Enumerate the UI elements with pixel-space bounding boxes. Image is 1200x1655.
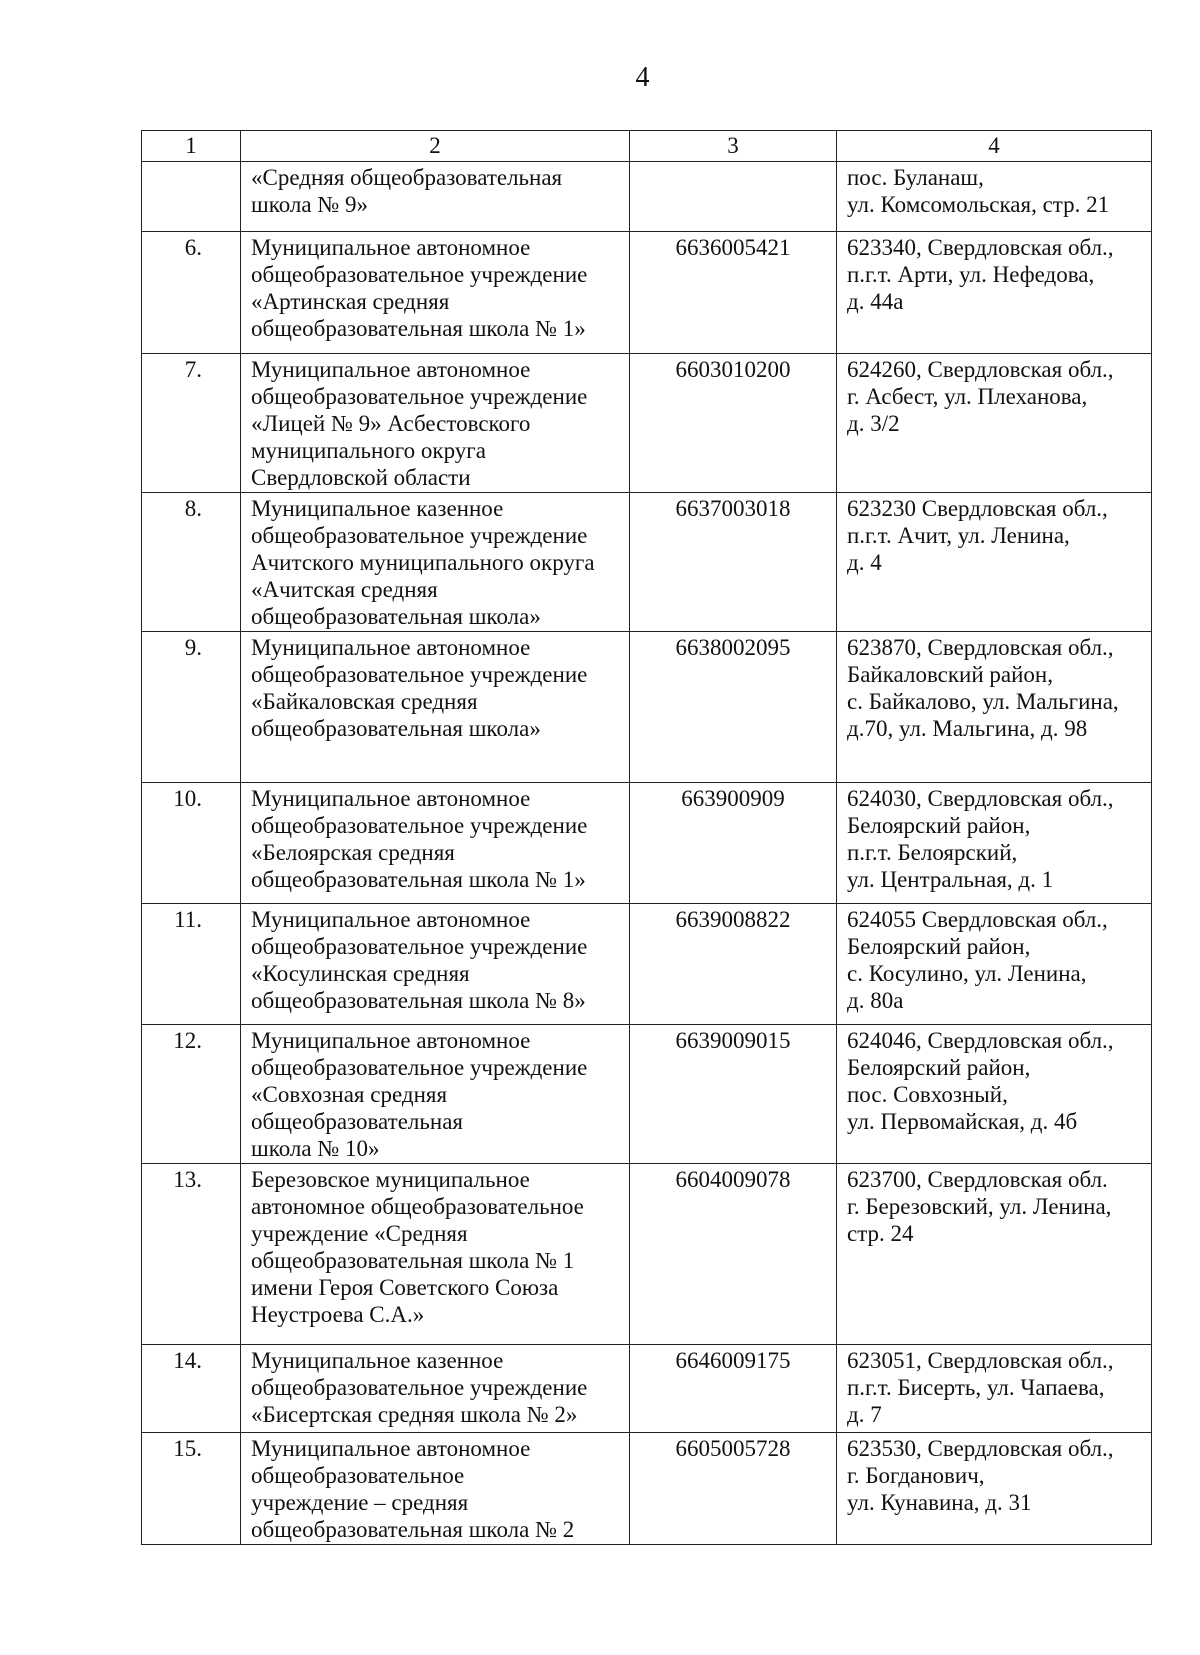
table-row bbox=[142, 1025, 1152, 1164]
address-cell: 624260, Свердловская обл., г. Асбест, ул. Плеханова, д. 3/2 bbox=[837, 354, 1152, 493]
address-cell: 623230 Свердловская обл., п.г.т. Ачит, ул. Ленина, д. 4 bbox=[837, 493, 1152, 632]
row-number: 11. bbox=[142, 904, 241, 1025]
institution-name: Муниципальное казенное общеобразовательное учреждение Ачитского муниципального округа «Ачитская средняя общеобразовательная школа» bbox=[241, 493, 630, 632]
table-row bbox=[142, 904, 1152, 1025]
column-header-3: 3 bbox=[630, 131, 837, 162]
inn-cell: 6604009078 bbox=[630, 1164, 837, 1345]
table-row bbox=[142, 1433, 1152, 1545]
row-number: 13. bbox=[142, 1164, 241, 1345]
inn-cell: 6603010200 bbox=[630, 354, 837, 493]
address-cell: 624046, Свердловская обл., Белоярский район, пос. Совхозный, ул. Первомайская, д. 4б bbox=[837, 1025, 1152, 1164]
column-header-1: 1 bbox=[142, 131, 241, 162]
inn-cell: 663900909 bbox=[630, 783, 837, 904]
address-cell: 623870, Свердловская обл., Байкаловский район, с. Байкалово, ул. Мальгина, д.70, ул. Мальгина, д. 98 bbox=[837, 632, 1152, 783]
institution-name: Муниципальное автономное общеобразовательное учреждение «Совхозная средняя общеобразовательная школа № 10» bbox=[241, 1025, 630, 1164]
address-cell: 623530, Свердловская обл., г. Богданович, ул. Кунавина, д. 31 bbox=[837, 1433, 1152, 1545]
institution-name: Муниципальное автономное общеобразовательное учреждение «Белоярская средняя общеобразовательная школа № 1» bbox=[241, 783, 630, 904]
table-row bbox=[142, 162, 1152, 232]
institution-name: Муниципальное казенное общеобразовательное учреждение «Бисертская средняя школа № 2» bbox=[241, 1345, 630, 1433]
column-header-2: 2 bbox=[241, 131, 630, 162]
row-number: 10. bbox=[142, 783, 241, 904]
page-number: 4 bbox=[635, 62, 650, 93]
inn-cell: 6637003018 bbox=[630, 493, 837, 632]
address-cell: 623051, Свердловская обл., п.г.т. Бисерть, ул. Чапаева, д. 7 bbox=[837, 1345, 1152, 1433]
table-row bbox=[142, 1164, 1152, 1345]
table-header-row bbox=[142, 131, 1152, 162]
table-row bbox=[142, 493, 1152, 632]
institution-name: Муниципальное автономное общеобразовательное учреждение «Байкаловская средняя общеобразовательная школа» bbox=[241, 632, 630, 783]
address-cell: 623340, Свердловская обл., п.г.т. Арти, ул. Нефедова, д. 44а bbox=[837, 232, 1152, 354]
table-row bbox=[142, 632, 1152, 783]
row-number: 8. bbox=[142, 493, 241, 632]
row-number: 9. bbox=[142, 632, 241, 783]
row-number: 6. bbox=[142, 232, 241, 354]
inn-cell: 6605005728 bbox=[630, 1433, 837, 1545]
row-number: 14. bbox=[142, 1345, 241, 1433]
address-cell: 624030, Свердловская обл., Белоярский район, п.г.т. Белоярский, ул. Центральная, д. 1 bbox=[837, 783, 1152, 904]
institution-name: Муниципальное автономное общеобразовательное учреждение – средняя общеобразовательная школа № 2 bbox=[241, 1433, 630, 1545]
table-row bbox=[142, 354, 1152, 493]
table-row bbox=[142, 232, 1152, 354]
inn-cell: 6639009015 bbox=[630, 1025, 837, 1164]
address-cell: 623700, Свердловская обл. г. Березовский, ул. Ленина, стр. 24 bbox=[837, 1164, 1152, 1345]
institution-name: Муниципальное автономное общеобразовательное учреждение «Артинская средняя общеобразовательная школа № 1» bbox=[241, 232, 630, 354]
institution-name: Муниципальное автономное общеобразовательное учреждение «Косулинская средняя общеобразовательная школа № 8» bbox=[241, 904, 630, 1025]
row-number: 7. bbox=[142, 354, 241, 493]
institution-name: «Средняя общеобразовательная школа № 9» bbox=[241, 162, 630, 232]
row-number bbox=[142, 162, 241, 232]
institution-name: Муниципальное автономное общеобразовательное учреждение «Лицей № 9» Асбестовского муниципального округа Свердловской области bbox=[241, 354, 630, 493]
table-row bbox=[142, 783, 1152, 904]
inn-cell: 6646009175 bbox=[630, 1345, 837, 1433]
institution-name: Березовское муниципальное автономное общеобразовательное учреждение «Средняя общеобразовательная школа № 1 имени Героя Советского Союза Неустроева С.А.» bbox=[241, 1164, 630, 1345]
address-cell: 624055 Свердловская обл., Белоярский район, с. Косулино, ул. Ленина, д. 80а bbox=[837, 904, 1152, 1025]
inn-cell: 6636005421 bbox=[630, 232, 837, 354]
table-row bbox=[142, 1345, 1152, 1433]
inn-cell bbox=[630, 162, 837, 232]
row-number: 12. bbox=[142, 1025, 241, 1164]
row-number: 15. bbox=[142, 1433, 241, 1545]
column-header-4: 4 bbox=[837, 131, 1152, 162]
address-cell: пос. Буланаш, ул. Комсомольская, стр. 21 bbox=[837, 162, 1152, 232]
institutions-table bbox=[141, 130, 1152, 1545]
inn-cell: 6639008822 bbox=[630, 904, 837, 1025]
inn-cell: 6638002095 bbox=[630, 632, 837, 783]
